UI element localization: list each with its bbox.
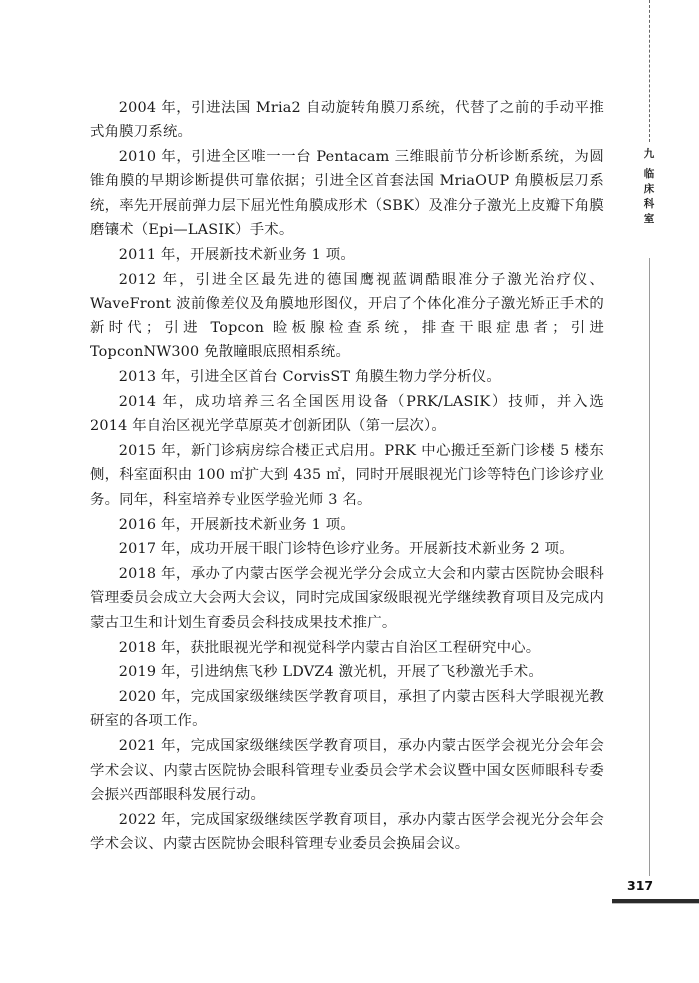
paragraph-2012: 2012 年，引进全区最先进的德国鹰视蓝调酷眼准分子激光治疗仪、WaveFront 波前像差仪及角膜地形图仪，开启了个体化准分子激光矫正手术的新时代；引进 Topcon 睑板腺检查系统，排查干眼症患者；引进 TopconNW300 免散瞳眼底照相系统。	[90, 271, 604, 361]
chapter-title-char: 科	[643, 198, 655, 210]
chapter-side-tab	[640, 146, 658, 227]
chapter-title-char: 临	[643, 168, 655, 180]
paragraph-2004: 2004 年，引进法国 Mria2 自动旋转角膜刀系统，代替了之前的手动平推式角膜刀系统。	[90, 100, 604, 141]
margin-solid-rule	[649, 258, 650, 876]
chapter-title-char: 床	[643, 183, 655, 195]
paragraph-2022: 2022 年，完成国家级继续医学教育项目，承办内蒙古医学会视光分会年会学术会议、内蒙古医院协会眼科管理专业委员会换届会议。	[90, 811, 604, 852]
paragraph-2015: 2015 年，新门诊病房综合楼正式启用。PRK 中心搬迁至新门诊楼 5 楼东侧，科室面积由 100 ㎡扩大到 435 ㎡，同时开展眼视光门诊等特色门诊诊疗业务。同年，科室培养专业医学验光师 3 名。	[90, 443, 604, 508]
paragraph-2011: 2011 年，开展新技术新业务 1 项。	[118, 246, 355, 263]
paragraph-2010: 2010 年，引进全区唯一一台 Pentacam 三维眼前节分析诊断系统，为圆锥角膜的早期诊断提供可靠依据；引进全区首套法国 MriaOUP 角膜板层刀系统，率先开展前弹力层下屈光性角膜成形术（SBK）及准分子激光上皮瓣下角膜磨镶术（Epi—LASIK）手术。	[90, 149, 604, 238]
paragraph-2016: 2016 年，开展新技术新业务 1 项。	[118, 516, 355, 533]
paragraph-2013: 2013 年，引进全区首台 CorvisST 角膜生物力学分析仪。	[118, 369, 501, 386]
chapter-number: 九	[643, 148, 655, 160]
paragraph-2014: 2014 年，成功培养三名全国医用设备（PRK/LASIK）技师，并入选 2014 年自治区视光学草原英才创新团队（第一层次）。	[90, 394, 604, 435]
page-number: 317	[627, 878, 654, 893]
paragraph-2017: 2017 年，成功开展干眼门诊特色诊疗业务。开展新技术新业务 2 项。	[118, 541, 574, 558]
chapter-title-char: 室	[643, 213, 655, 225]
paragraph-2021: 2021 年，完成国家级继续医学教育项目，承办内蒙古医学会视光分会年会学术会议、内蒙古医院协会眼科管理专业委员会学术会议暨中国女医师眼科专委会振兴西部眼科发展行动。	[90, 738, 604, 803]
paragraph-2020: 2020 年，完成国家级继续医学教育项目，承担了内蒙古医科大学眼视光教研室的各项工作。	[90, 689, 604, 730]
paragraph-2018a: 2018 年，承办了内蒙古医学会视光学分会成立大会和内蒙古医院协会眼科管理委员会成立大会两大会议，同时完成国家级眼视光学继续教育项目及完成内蒙古卫生和计划生育委员会科技成果技术推广。	[90, 566, 604, 631]
paragraph-2019: 2019 年，引进纳焦飞秒 LDVZ4 激光机，开展了飞秒激光手术。	[118, 664, 543, 681]
margin-dashed-rule	[649, 0, 650, 142]
paragraph-2018b: 2018 年，获批眼视光学和视觉科学内蒙古自治区工程研究中心。	[118, 639, 541, 656]
page-number-rule	[612, 903, 699, 904]
page-body	[90, 96, 604, 856]
page-number-underline	[612, 873, 699, 903]
